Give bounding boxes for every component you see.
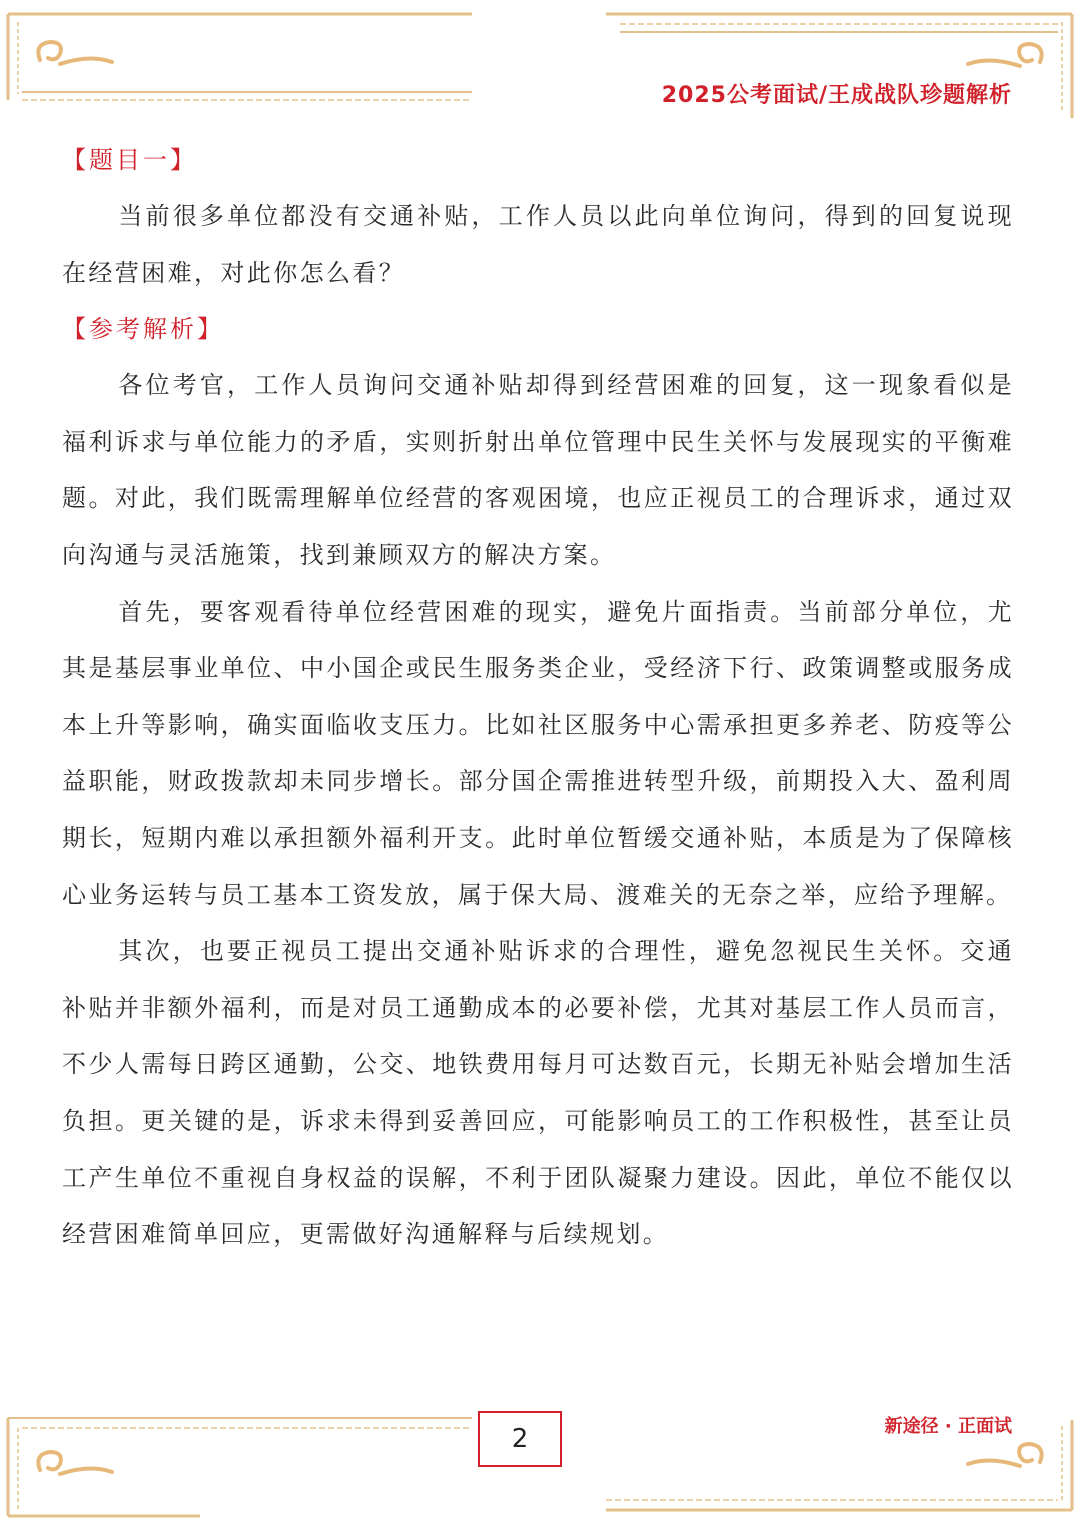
analysis-paragraph-2: 首先，要客观看待单位经营困难的现实，避免片面指责。当前部分单位，尤其是基层事业单位、中小国企或民生服务类企业，受经济下行、政策调整或服务成本上升等影响，确实面临收支压力。比如社区服务中心需承担更多养老、防疫等公益职能，财政拨款却未同步增长。部分国企需推进转型升级，前期投入大、盈利周期长，短期内难以承担额外福利开支。此时单位暂缓交通补贴，本质是为了保障核心业务运转与员工基本工资发放，属于保大局、渡难关的无奈之举，应给予理解。	[62, 597, 1014, 909]
footer-brand: 新途径 · 正面试	[884, 1416, 1012, 1437]
document-body	[62, 132, 1014, 1263]
question-text: 当前很多单位都没有交通补贴，工作人员以此向单位询问，得到的回复说现在经营困难，对此你怎么看？	[62, 202, 1014, 287]
page-number: 2	[478, 1411, 562, 1467]
question-label: 【题目一】	[62, 146, 197, 174]
analysis-paragraph-1: 各位考官，工作人员询问交通补贴却得到经营困难的回复，这一现象看似是福利诉求与单位能力的矛盾，实则折射出单位管理中民生关怀与发展现实的平衡难题。对此，我们既需理解单位经营的客观困境，也应正视员工的合理诉求，通过双向沟通与灵活施策，找到兼顾双方的解决方案。	[62, 371, 1014, 569]
analysis-label: 【参考解析】	[62, 315, 224, 344]
header-title: 2025公考面试/王成战队珍题解析	[661, 83, 1012, 108]
analysis-paragraph-3: 其次，也要正视员工提出交通补贴诉求的合理性，避免忽视民生关怀。交通补贴并非额外福利，而是对员工通勤成本的必要补偿，尤其对基层工作人员而言，不少人需每日跨区通勤，公交、地铁费用每月可达数百元，长期无补贴会增加生活负担。更关键的是，诉求未得到妥善回应，可能影响员工的工作积极性，甚至让员工产生单位不重视自身权益的误解，不利于团队凝聚力建设。因此，单位不能仅以经营困难简单回应，更需做好沟通解释与后续规划。	[62, 937, 1014, 1249]
